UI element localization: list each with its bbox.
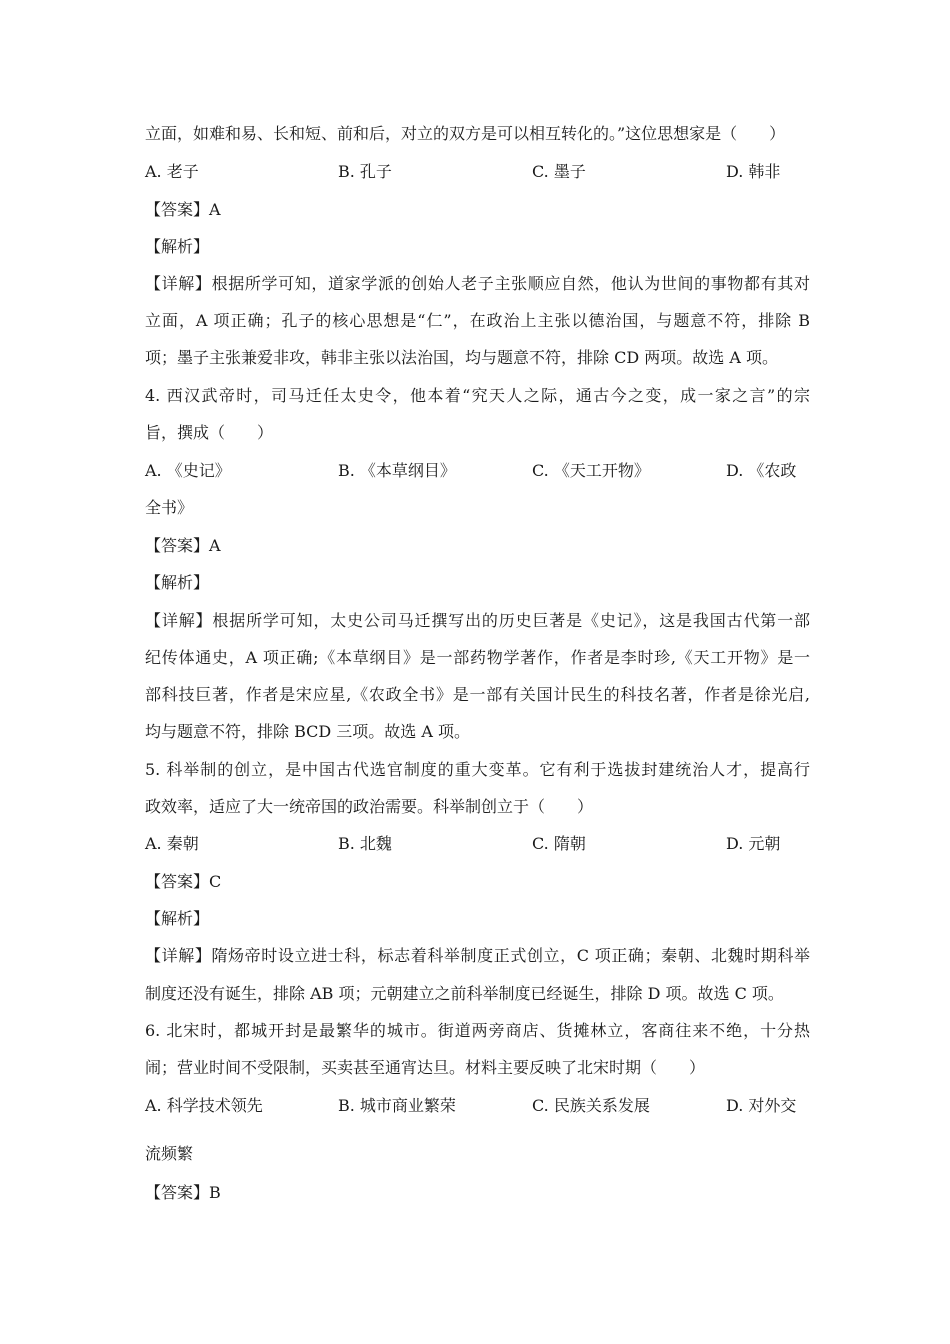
question-4-options xyxy=(145,461,810,481)
question-3-answer: 【答案】A xyxy=(145,200,221,219)
question-4-stem: 4. 西汉武帝时，司马迁任太史令，他本着“究天人之际，通古今之变，成一家之言”的宗 xyxy=(145,386,810,405)
option-d: D. 对外交 xyxy=(726,1096,797,1115)
option-a: A. 秦朝 xyxy=(145,834,199,853)
option-d: D. 元朝 xyxy=(726,834,781,853)
option-b: B. 城市商业繁荣 xyxy=(338,1096,456,1115)
detail-text: 根据所学可知，道家学派的创始人老子主张顺应自然，他认为世间的事物都有其对 xyxy=(211,274,810,293)
question-4-detail-line: 纪传体通史，A 项正确;《本草纲目》是一部药物学著作，作者是李时珍,《天工开物》是一 xyxy=(145,648,810,667)
question-6-stem: 6. 北宋时，都城开封是最繁华的城市。街道两旁商店、货摊林立，客商往来不绝，十分热 xyxy=(145,1021,810,1040)
option-d: D. 《农政 xyxy=(726,461,797,480)
question-4-answer: 【答案】A xyxy=(145,536,221,555)
question-4-stem: 旨，撰成（ ） xyxy=(145,423,274,442)
option-d: D. 韩非 xyxy=(726,162,781,181)
question-6-stem: 闹；营业时间不受限制，买卖甚至通宵达旦。材料主要反映了北宋时期（ ） xyxy=(145,1058,706,1077)
detail-text: 隋炀帝时设立进士科，标志着科举制度正式创立，C 项正确；秦朝、北魏时期科举 xyxy=(211,946,810,965)
option-a: A. 老子 xyxy=(145,162,199,181)
question-5-stem: 政效率，适应了大一统帝国的政治需要。科举制创立于（ ） xyxy=(145,797,594,816)
detail-label: 【详解】 xyxy=(145,274,212,293)
option-c: C. 隋朝 xyxy=(532,834,586,853)
question-4-detail-line: 部科技巨著，作者是宋应星,《农政全书》是一部有关国计民生的科技名著，作者是徐光启, xyxy=(145,685,810,704)
question-4-detail-line xyxy=(145,611,810,631)
question-4-detail-line: 均与题意不符，排除 BCD 三项。故选 A 项。 xyxy=(145,722,471,741)
question-6-option-wrap: 流频繁 xyxy=(145,1144,194,1163)
question-6-options xyxy=(145,1096,810,1116)
question-5-detail-line: 制度还没有诞生，排除 AB 项；元朝建立之前科举制度已经诞生，排除 D 项。故选 C 项。 xyxy=(145,984,784,1003)
detail-label: 【详解】 xyxy=(145,946,212,965)
question-3-stem: 立面，如难和易、长和短、前和后，对立的双方是可以相互转化的。”这位思想家是（ ） xyxy=(145,124,786,143)
option-a: A. 《史记》 xyxy=(145,461,231,480)
question-4-analysis-label: 【解析】 xyxy=(145,573,210,592)
option-c: C. 民族关系发展 xyxy=(532,1096,650,1115)
question-5-stem: 5. 科举制的创立，是中国古代选官制度的重大变革。它有利于选拔封建统治人才，提高行 xyxy=(145,760,810,779)
question-5-answer: 【答案】C xyxy=(145,872,222,891)
option-b: B. 《本草纲目》 xyxy=(338,461,456,480)
detail-label: 【详解】 xyxy=(145,611,213,630)
question-4-option-wrap: 全书》 xyxy=(145,498,194,517)
option-b: B. 孔子 xyxy=(338,162,392,181)
question-3-options xyxy=(145,162,810,182)
question-6-answer: 【答案】B xyxy=(145,1183,221,1202)
question-3-detail-line xyxy=(145,274,810,294)
question-3-detail-line: 项；墨子主张兼爱非攻，韩非主张以法治国，均与题意不符，排除 CD 两项。故选 A 项。 xyxy=(145,348,778,367)
option-a: A. 科学技术领先 xyxy=(145,1096,263,1115)
question-5-options xyxy=(145,834,810,854)
option-b: B. 北魏 xyxy=(338,834,392,853)
option-c: C. 《天工开物》 xyxy=(532,461,650,480)
detail-text: 根据所学可知，太史公司马迁撰写出的历史巨著是《史记》，这是我国古代第一部 xyxy=(212,611,810,630)
question-3-detail-line: 立面，A 项正确；孔子的核心思想是“仁”，在政治上主张以德治国，与题意不符，排除 B xyxy=(145,311,810,330)
question-3-analysis-label: 【解析】 xyxy=(145,237,210,256)
question-5-analysis-label: 【解析】 xyxy=(145,909,210,928)
option-c: C. 墨子 xyxy=(532,162,586,181)
question-5-detail-line xyxy=(145,946,810,966)
